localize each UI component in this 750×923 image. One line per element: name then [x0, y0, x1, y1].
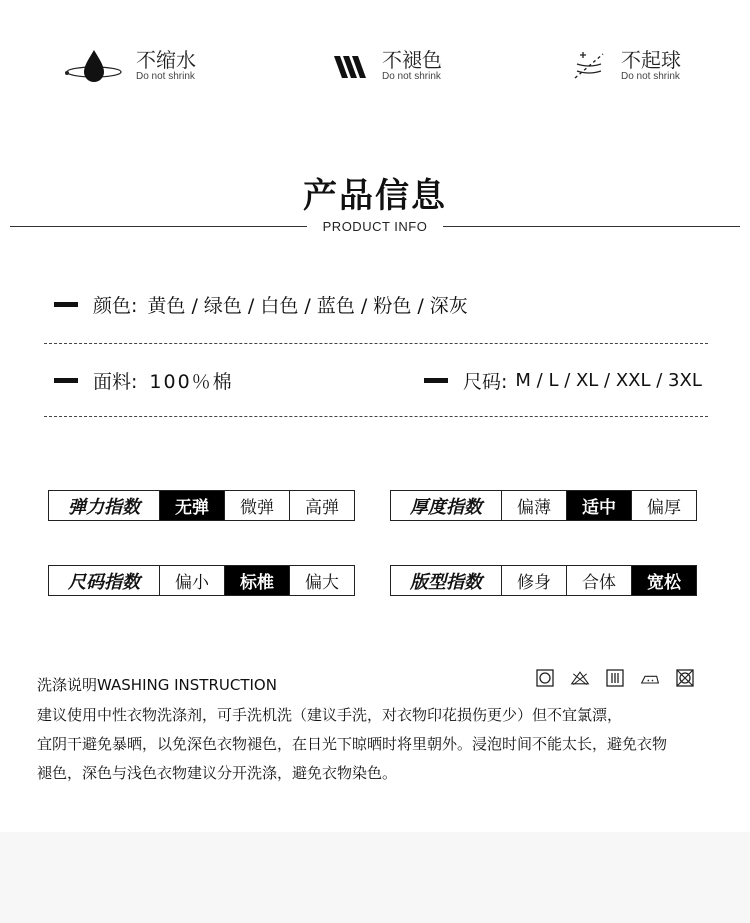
water-drop-icon [64, 44, 124, 88]
bullet-bar [54, 378, 78, 383]
section-subtitle-row [0, 219, 750, 239]
scale-option: 微弹 [225, 491, 290, 520]
scale-label: 弹力指数 [49, 491, 160, 520]
sparkle-icon [559, 44, 619, 88]
feature-subtitle: Do not shrink [382, 71, 441, 82]
dashed-divider [44, 343, 708, 344]
info-fabric [54, 367, 234, 394]
scale-label: 厚度指数 [391, 491, 502, 520]
scale-elasticity [48, 490, 355, 521]
feature-title: 不起球 [621, 48, 681, 72]
feature-subtitle: Do not shrink [136, 71, 195, 82]
feature-no-pilling [559, 44, 681, 88]
info-value: M / L / XL / XXL / 3XL [515, 370, 702, 391]
scale-thickness [390, 490, 697, 521]
info-size [424, 367, 702, 394]
dashed-divider [44, 416, 708, 417]
washing-line: 褪色，深色与浅色衣物建议分开洗涤，避免衣物染色。 [37, 764, 398, 782]
scale-option-selected: 适中 [567, 491, 632, 520]
washing-title: 洗涤说明WASHING INSTRUCTION [37, 676, 277, 694]
scale-option: 偏薄 [502, 491, 567, 520]
washing-line: 建议使用中性衣物洗涤剂，可手洗机洗（建议手洗，对衣物印花损伤更少）但不宜氯漂， [37, 706, 623, 724]
washing-icons [535, 668, 710, 688]
scale-option: 偏大 [305, 573, 339, 593]
no-bleach-icon [570, 668, 590, 688]
no-tumble-dry-icon [675, 668, 695, 688]
washing-line: 宜阴干避免暴晒，以免深色衣物褪色，在日光下晾晒时将里朝外。浸泡时间不能太长，避免衣物 [37, 735, 668, 753]
feature-title: 不缩水 [136, 48, 196, 72]
feature-no-fade [318, 44, 442, 88]
scale-fit [390, 565, 697, 596]
scale-option-selected: 无弹 [160, 491, 225, 520]
section-title: 产品信息 [303, 176, 447, 216]
stripes-icon [318, 44, 378, 88]
section-subtitle: PRODUCT INFO [322, 219, 428, 234]
info-value: 黄色 / 绿色 / 白色 / 蓝色 / 粉色 / 深灰 [147, 295, 468, 317]
scale-option: 偏厚 [647, 498, 681, 518]
info-color [54, 291, 468, 318]
divider-line [443, 226, 740, 227]
scale-option: 高弹 [305, 498, 339, 518]
scale-label: 尺码指数 [49, 566, 160, 595]
bullet-bar [54, 302, 78, 307]
info-label: 面料: [93, 371, 138, 393]
drip-dry-icon [605, 668, 625, 688]
washing-tub-icon [535, 668, 555, 688]
feature-subtitle: Do not shrink [621, 71, 680, 82]
scale-size [48, 565, 355, 596]
info-label: 颜色: [93, 295, 138, 317]
scale-option: 修身 [502, 566, 567, 595]
scale-label: 版型指数 [391, 566, 502, 595]
feature-title: 不褪色 [382, 48, 442, 72]
scale-option-selected: 宽松 [632, 566, 696, 595]
bullet-bar [424, 378, 448, 383]
info-label: 尺码: [463, 371, 508, 393]
scale-option: 偏小 [160, 566, 225, 595]
feature-no-shrink [64, 44, 196, 88]
scale-option-selected: 标椎 [225, 566, 290, 595]
iron-icon [640, 668, 660, 688]
info-value: 100％棉 [149, 371, 234, 393]
scale-option: 合体 [567, 566, 632, 595]
footer-band [0, 832, 750, 923]
washing-text [37, 701, 727, 788]
